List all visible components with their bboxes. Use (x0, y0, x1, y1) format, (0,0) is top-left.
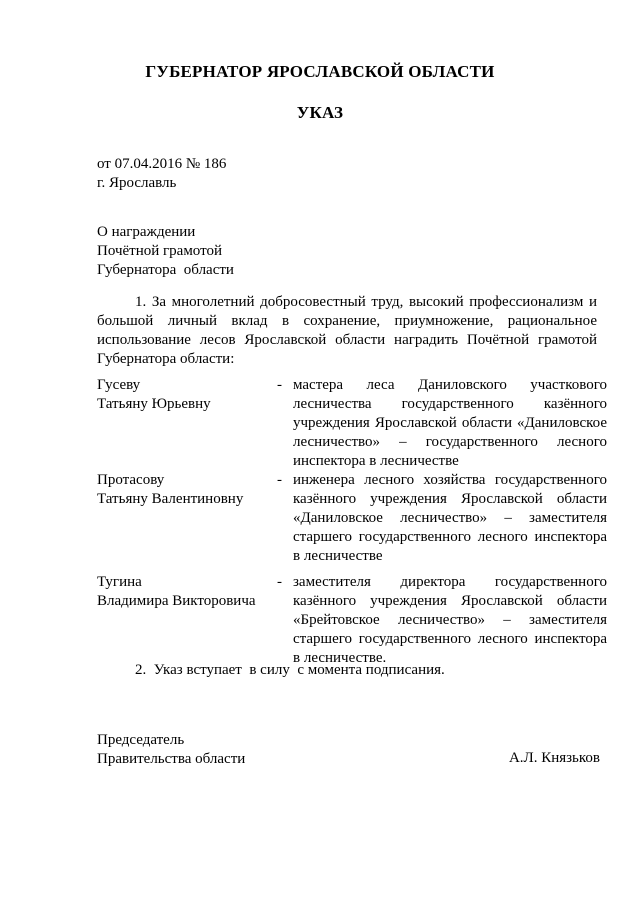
awardee-given-name: Владимира Викторовича (97, 593, 256, 609)
dash-separator: - (277, 377, 282, 393)
subject-line-3: Губернатора области (97, 262, 234, 278)
awardee-given-name: Татьяну Валентиновну (97, 491, 244, 507)
subject-line-2: Почётной грамотой (97, 243, 222, 259)
awardee-surname: Тугина (97, 574, 142, 590)
document-type: УКАЗ (296, 103, 344, 122)
date-number: от 07.04.2016 № 186 (97, 156, 227, 172)
awardee-position: мастера леса Даниловского участкового лесничества государственного казённого учреждения Ярославской области «Даниловское лесничество» – государственного лесного инспектора в лесничестве (293, 377, 607, 469)
awardee-given-name: Татьяну Юрьевну (97, 396, 211, 412)
signatory-role-line-1: Председатель (97, 732, 185, 748)
awardee-surname: Гусеву (97, 377, 141, 393)
paragraph-2: 2. Указ вступает в силу с момента подписания. (135, 662, 445, 678)
signatory-role (97, 731, 245, 769)
awardee-position: заместителя директора государственного казённого учреждения Ярославской области «Брейтовское лесничество» – заместителя старшего государственного лесного инспектора в лесничестве. (293, 574, 607, 666)
city: г. Ярославль (97, 175, 177, 191)
date-block (97, 155, 607, 193)
subject-line-1: О награждении (97, 224, 196, 240)
subject-block (97, 223, 607, 280)
paragraph-1: 1. За многолетний добросовестный труд, высокий профессионализм и большой личный вклад в сохранение, приумножение, рациональное использование лесов Ярославской области наградить Почётной грамотой Губернатора области: (97, 294, 597, 367)
dash-separator: - (277, 472, 282, 488)
signatory-name: А.Л. Князьков (508, 750, 600, 766)
document-title: ГУБЕРНАТОР ЯРОСЛАВСКОЙ ОБЛАСТИ (145, 62, 495, 81)
awardee-name (97, 573, 282, 611)
awardee-surname: Протасову (97, 472, 165, 488)
dash-separator: - (277, 574, 282, 590)
awardee-name (97, 471, 282, 509)
signatory-role-line-2: Правительства области (97, 751, 246, 767)
awardee-name (97, 376, 282, 414)
awardee-position: инженера лесного хозяйства государственного казённого учреждения Ярославской области «Даниловское лесничество» – заместителя старшего государственного лесного инспектора в лесничестве (293, 472, 607, 564)
